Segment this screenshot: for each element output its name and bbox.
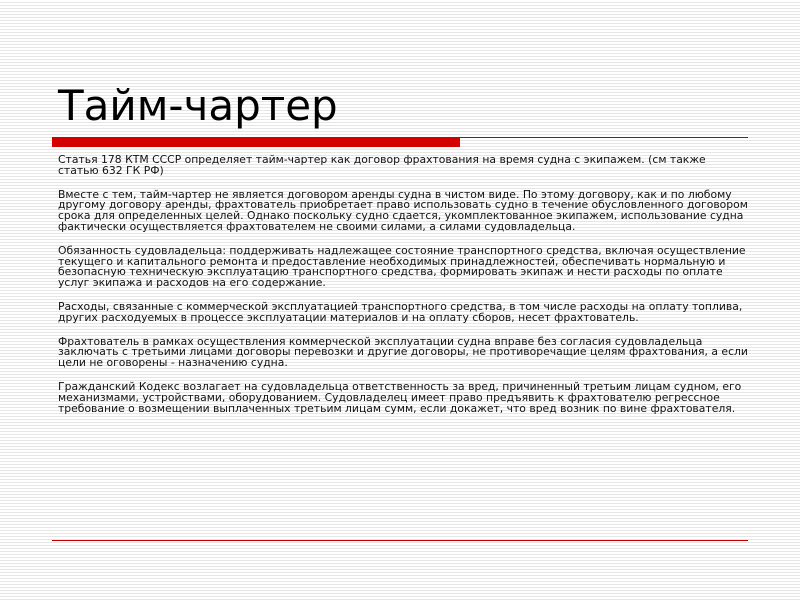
- slide-title: Тайм-чартер: [58, 81, 338, 130]
- paragraph-not-lease: Вместе с тем, тайм-чартер не является договором аренды судна в чистом виде. По этому договору, как и по любому другому договору аренды, фрахтователь приобретает право использовать судно в течение обусловленного договором срока для определенных целей. Однако поскольку судно сдается, укомплектованное экипажем, использование судна фактически осуществляется фрахтователем не своими силами, а силами судовладельца.: [58, 187, 748, 233]
- title-underline-accent: [52, 137, 460, 147]
- paragraph-charterer-rights: Фрахтователь в рамках осуществления коммерческой эксплуатации судна вправе без согласия судовладельца заключать с третьими лицами договоры перевозки и другие договоры, не противоречащие целям фрахтования, а если цели не оговорены - назначению судна.: [58, 334, 748, 370]
- paragraph-definition: Статья 178 КТМ СССР определяет тайм-чартер как договор фрахтования на время судна с экипажем. (см также статью 632 ГК РФ): [58, 153, 706, 177]
- footer-line: [52, 540, 748, 541]
- paragraph-owner-duties: Обязанность судовладельца: поддерживать надлежащее состояние транспортного средства, включая осуществление текущего и капитального ремонта и предоставление необходимых принадлежностей, обеспечивать нормальную и безопасную техническую эксплуатацию транспортного средства, формировать экипаж и нести расходы по оплате услуг экипажа и расходов на его содержание.: [58, 243, 746, 290]
- paragraph-liability: Гражданский Кодекс возлагает на судовладельца ответственность за вред, причиненный третьим лицам судном, его механизмами, устройствами, оборудованием. Судовладелец имеет право предъявить к фрахтователю регрессное требование о возмещении выплаченных третьим лицам сумм, если докажет, что вред возник по вине фрахтователя.: [58, 379, 742, 415]
- slide-body: [58, 155, 748, 427]
- paragraph-expenses: Расходы, связанные с коммерческой эксплуатацией транспортного средства, в том числе расходы на оплату топлива, других расходуемых в процессе эксплуатации материалов и на оплату сборов, несет фрахтователь.: [58, 299, 743, 324]
